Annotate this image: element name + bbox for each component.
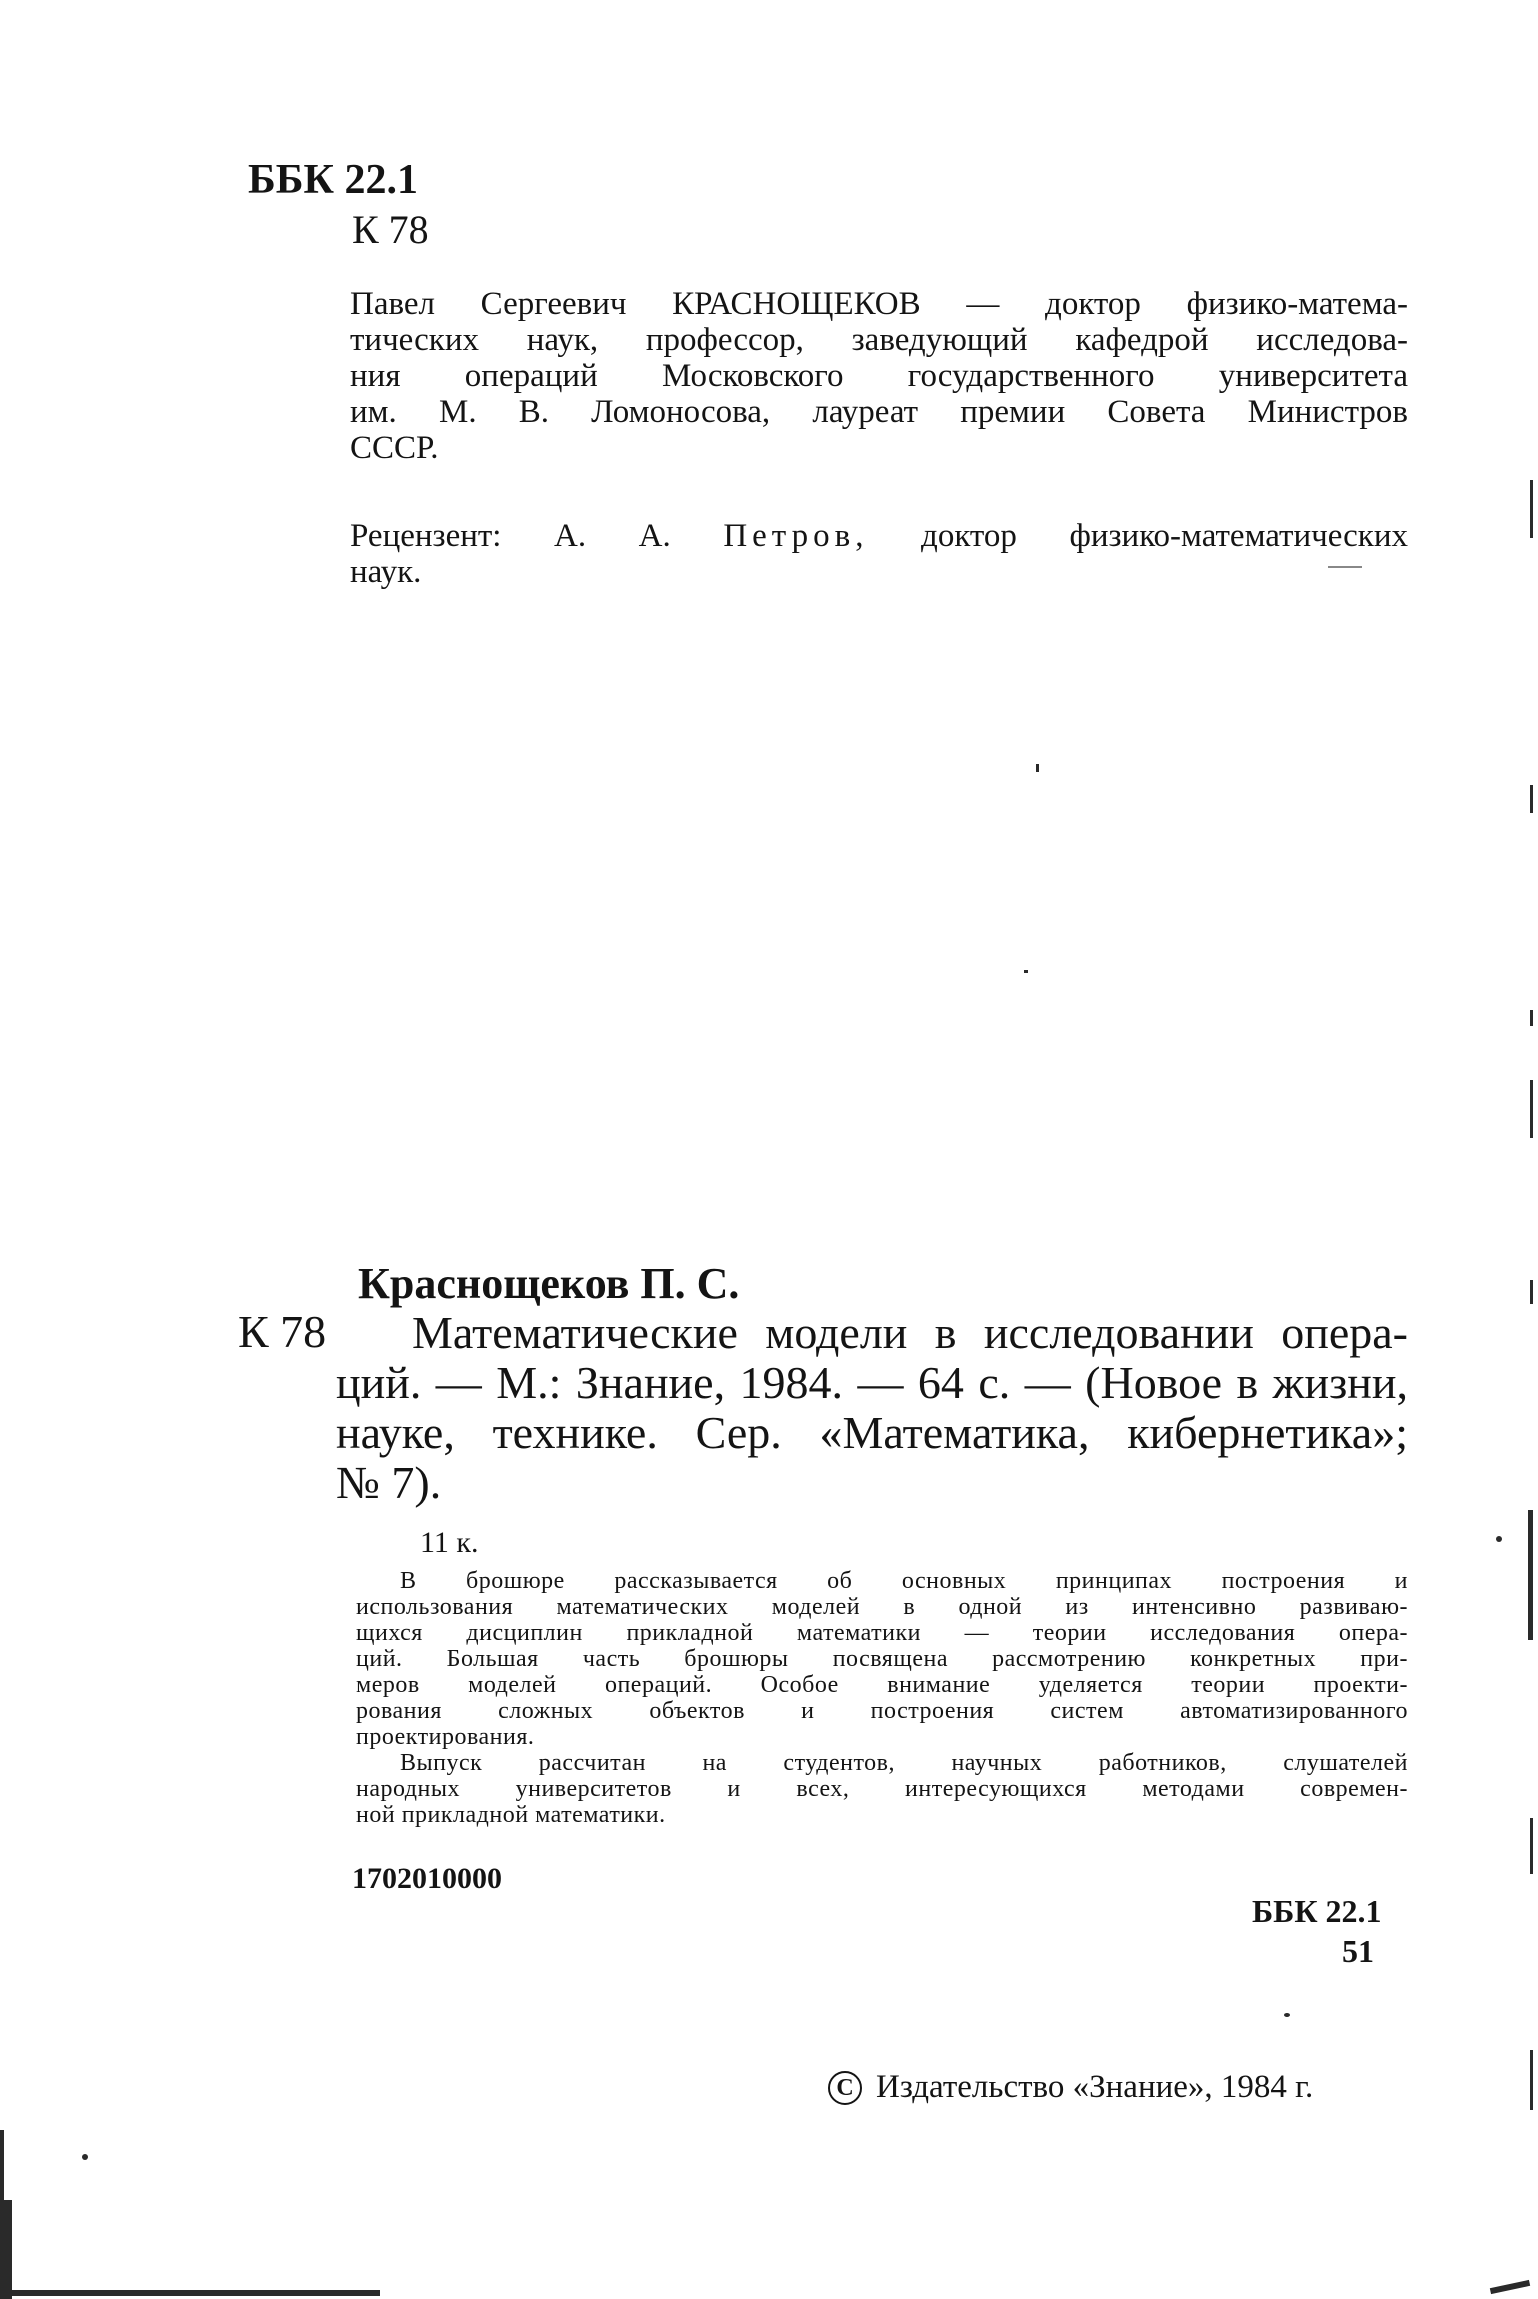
scan-edge-mark — [1530, 1280, 1533, 1304]
reviewer-initials: А. А. — [554, 518, 671, 554]
audience-line: ной прикладной математики. — [356, 1802, 666, 1828]
card-author: Краснощеков П. С. — [358, 1259, 740, 1308]
audience-line: Выпуск рассчитан на студентов, научных работников, слушателей — [400, 1750, 1408, 1776]
bbk-index-top: ББК 22.1 — [248, 157, 418, 203]
reviewer-degree: доктор физико-математических — [921, 518, 1409, 554]
card-code: К 78 — [238, 1306, 327, 1357]
abstract-line: В брошюре рассказывается об основных принципах построения и — [400, 1568, 1408, 1594]
abstract-line: рования сложных объектов и построения систем автоматизированного — [356, 1698, 1408, 1724]
abstract-line: использования математических моделей в одной из интенсивно развиваю- — [356, 1594, 1408, 1620]
scan-dot — [1284, 2013, 1290, 2017]
copyright-line — [828, 2069, 1313, 2106]
price: 11 к. — [420, 1526, 479, 1559]
author-bio-line: СССР. — [350, 430, 439, 466]
scan-edge-mark — [1530, 480, 1533, 538]
abstract-line: щихся дисциплин прикладной математики — теории исследования опера- — [356, 1620, 1408, 1646]
author-bio-line: Павел Сергеевич КРАСНОЩЕКОВ — доктор физико-матема- — [350, 286, 1408, 322]
audience-line: народных университетов и всех, интересующихся методами современ- — [356, 1776, 1408, 1802]
abstract-line: меров моделей операций. Особое внимание уделяется теории проекти- — [356, 1672, 1408, 1698]
copyright-text: Издательство «Знание», 1984 г. — [876, 2069, 1314, 2105]
card-description-line: № 7). — [336, 1457, 442, 1508]
author-mark-top: К 78 — [352, 207, 429, 252]
scan-edge-mark — [1530, 1010, 1533, 1026]
scan-dot — [1496, 1536, 1502, 1542]
bbk-index-bottom: ББК 22.1 — [1252, 1893, 1382, 1929]
card-description-line: Математические модели в исследовании опера- — [412, 1307, 1408, 1358]
scan-dash-mark — [1328, 566, 1362, 568]
abstract-line: проектирования. — [356, 1724, 535, 1750]
bbk-subindex-bottom: 51 — [1342, 1933, 1374, 1969]
copyright-icon: C — [828, 2071, 862, 2105]
reviewer-name: Петров, — [723, 518, 869, 554]
card-description-line: ций. — М.: Знание, 1984. — 64 с. — (Новое в жизни, — [336, 1357, 1408, 1408]
scan-bottom-edge — [0, 2290, 380, 2296]
author-bio-line: ния операций Московского государственного университета — [350, 358, 1408, 394]
reviewer-label: Рецензент: — [350, 518, 502, 554]
scan-dot — [1036, 764, 1039, 772]
scan-dot — [1024, 970, 1028, 973]
scan-edge-mark — [1530, 2050, 1533, 2110]
reviewer-line-end: наук. — [350, 554, 422, 590]
scan-corner-mark — [1490, 2280, 1530, 2294]
scan-edge-mark — [1530, 1080, 1533, 1138]
scan-edge-mark — [1530, 785, 1533, 813]
abstract-line: ций. Большая часть брошюры посвящена рассмотрению конкретных при- — [356, 1646, 1408, 1672]
scan-left-edge — [4, 2200, 12, 2299]
scan-edge-mark — [1528, 1510, 1533, 1640]
card-description-line: науке, технике. Сер. «Математика, кибернетика»; — [336, 1407, 1408, 1458]
author-bio-line: тических наук, профессор, заведующий кафедрой исследова- — [350, 322, 1408, 358]
index-code: 1702010000 — [352, 1862, 502, 1895]
reviewer-line — [350, 518, 1408, 554]
scan-edge-mark — [1530, 1818, 1533, 1874]
author-bio-line: им. М. В. Ломоносова, лауреат премии Совета Министров — [350, 394, 1408, 430]
scan-dot — [82, 2154, 88, 2160]
